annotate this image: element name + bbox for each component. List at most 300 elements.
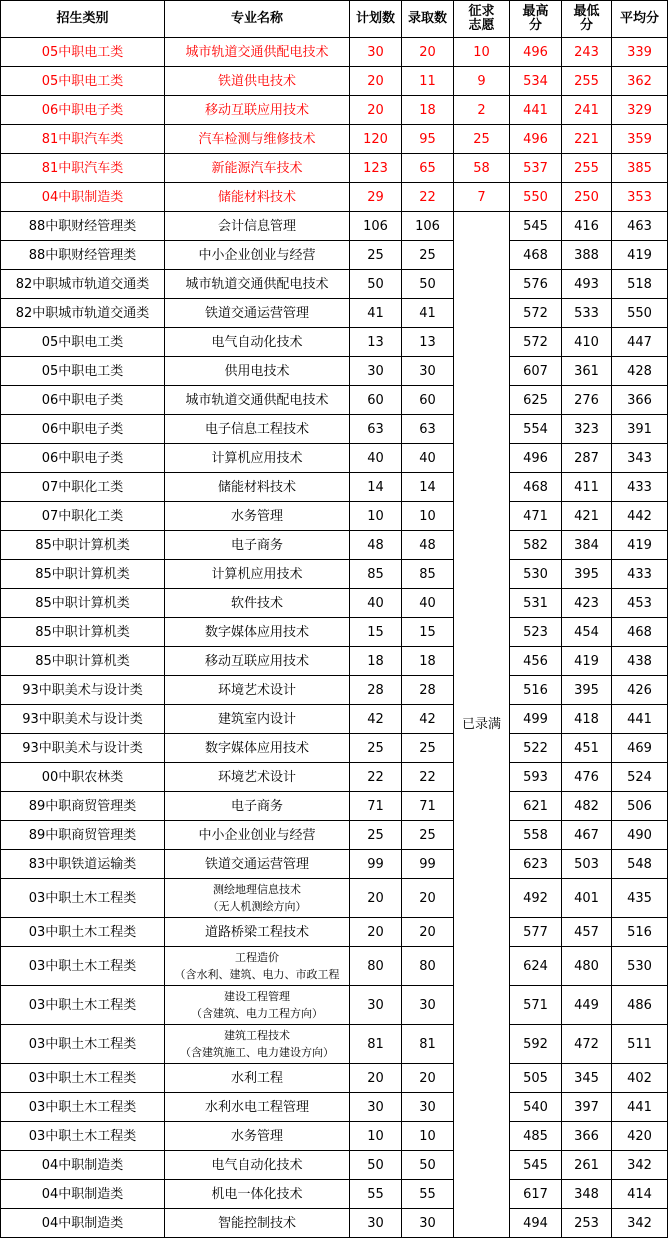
plan-cell: 50: [350, 1151, 402, 1180]
category-cell: 04中职制造类: [1, 1209, 165, 1238]
avg-cell: 402: [612, 1064, 668, 1093]
plan-cell: 42: [350, 705, 402, 734]
plan-cell: 25: [350, 241, 402, 270]
category-cell: 05中职电工类: [1, 38, 165, 67]
category-cell: 85中职计算机类: [1, 531, 165, 560]
category-cell: 00中职农林类: [1, 763, 165, 792]
min-cell: 457: [562, 918, 612, 947]
major-cell: 电子商务: [165, 792, 350, 821]
major-cell: 计算机应用技术: [165, 444, 350, 473]
admitted-cell: 95: [402, 125, 454, 154]
max-cell: 441: [510, 96, 562, 125]
table-row: [1, 357, 668, 386]
plan-cell: 50: [350, 270, 402, 299]
avg-cell: 524: [612, 763, 668, 792]
table-row: [1, 918, 668, 947]
header-solicit-text: 征求志愿: [468, 4, 495, 33]
min-cell: 411: [562, 473, 612, 502]
avg-cell: 419: [612, 531, 668, 560]
header-admitted: 录取数: [402, 1, 454, 38]
header-plan: 计划数: [350, 1, 402, 38]
table-row: [1, 415, 668, 444]
avg-cell: 506: [612, 792, 668, 821]
table-body: [1, 38, 668, 1238]
table-row: [1, 154, 668, 183]
table-row: [1, 821, 668, 850]
admitted-cell: 30: [402, 1093, 454, 1122]
major-cell: 数字媒体应用技术: [165, 734, 350, 763]
avg-cell: 420: [612, 1122, 668, 1151]
major-direction: （含建筑、电力工程方向）: [191, 1007, 323, 1020]
max-cell: 593: [510, 763, 562, 792]
header-max: [510, 1, 562, 38]
max-cell: 550: [510, 183, 562, 212]
category-cell: 03中职土木工程类: [1, 947, 165, 986]
min-cell: 418: [562, 705, 612, 734]
plan-cell: 55: [350, 1180, 402, 1209]
table-row: [1, 299, 668, 328]
header-category: 招生类别: [1, 1, 165, 38]
max-cell: 558: [510, 821, 562, 850]
avg-cell: 428: [612, 357, 668, 386]
major-cell: [165, 986, 350, 1025]
plan-cell: 10: [350, 1122, 402, 1151]
table-row: [1, 241, 668, 270]
admitted-cell: 85: [402, 560, 454, 589]
plan-cell: 30: [350, 1209, 402, 1238]
major-cell: 环境艺术设计: [165, 676, 350, 705]
category-cell: 03中职土木工程类: [1, 918, 165, 947]
admitted-cell: 25: [402, 241, 454, 270]
avg-cell: 468: [612, 618, 668, 647]
plan-cell: 123: [350, 154, 402, 183]
plan-cell: 48: [350, 531, 402, 560]
category-cell: 83中职铁道运输类: [1, 850, 165, 879]
table-row: [1, 502, 668, 531]
max-cell: 576: [510, 270, 562, 299]
admitted-cell: 41: [402, 299, 454, 328]
avg-cell: 453: [612, 589, 668, 618]
category-cell: 06中职电子类: [1, 415, 165, 444]
table-row: [1, 647, 668, 676]
category-cell: 06中职电子类: [1, 386, 165, 415]
plan-cell: 14: [350, 473, 402, 502]
table-row: [1, 1064, 668, 1093]
plan-cell: 40: [350, 589, 402, 618]
category-cell: 04中职制造类: [1, 1151, 165, 1180]
major-cell: 电气自动化技术: [165, 328, 350, 357]
avg-cell: 516: [612, 918, 668, 947]
table-row: [1, 792, 668, 821]
max-cell: 534: [510, 67, 562, 96]
avg-cell: 511: [612, 1025, 668, 1064]
header-max-text: 最高分: [522, 4, 549, 33]
admitted-cell: 25: [402, 734, 454, 763]
avg-cell: 359: [612, 125, 668, 154]
major-cell: 新能源汽车技术: [165, 154, 350, 183]
avg-cell: 342: [612, 1151, 668, 1180]
solicit-cell: 9: [454, 67, 510, 96]
category-cell: 81中职汽车类: [1, 125, 165, 154]
max-cell: 607: [510, 357, 562, 386]
admitted-cell: 10: [402, 1122, 454, 1151]
admitted-cell: 10: [402, 502, 454, 531]
table-row: [1, 676, 668, 705]
major-cell: 水务管理: [165, 1122, 350, 1151]
table-row: [1, 96, 668, 125]
min-cell: 451: [562, 734, 612, 763]
avg-cell: 329: [612, 96, 668, 125]
table-row: [1, 734, 668, 763]
avg-cell: 366: [612, 386, 668, 415]
avg-cell: 548: [612, 850, 668, 879]
table-row: [1, 212, 668, 241]
category-cell: 04中职制造类: [1, 183, 165, 212]
admitted-cell: 99: [402, 850, 454, 879]
table-row: [1, 947, 668, 986]
table-row: [1, 38, 668, 67]
plan-cell: 20: [350, 67, 402, 96]
max-cell: 572: [510, 328, 562, 357]
max-cell: 572: [510, 299, 562, 328]
table-row: [1, 560, 668, 589]
plan-cell: 63: [350, 415, 402, 444]
admitted-cell: 40: [402, 589, 454, 618]
major-cell: 供用电技术: [165, 357, 350, 386]
plan-cell: 41: [350, 299, 402, 328]
major-name: 建设工程管理: [224, 990, 290, 1003]
avg-cell: 469: [612, 734, 668, 763]
admitted-cell: 40: [402, 444, 454, 473]
max-cell: 571: [510, 986, 562, 1025]
major-cell: 储能材料技术: [165, 183, 350, 212]
solicit-cell: 7: [454, 183, 510, 212]
max-cell: 471: [510, 502, 562, 531]
admitted-cell: 30: [402, 357, 454, 386]
category-cell: 06中职电子类: [1, 96, 165, 125]
avg-cell: 441: [612, 1093, 668, 1122]
category-cell: 03中职土木工程类: [1, 1064, 165, 1093]
admitted-cell: 18: [402, 647, 454, 676]
plan-cell: 71: [350, 792, 402, 821]
max-cell: 577: [510, 918, 562, 947]
plan-cell: 20: [350, 918, 402, 947]
min-cell: 255: [562, 67, 612, 96]
min-cell: 253: [562, 1209, 612, 1238]
admitted-cell: 65: [402, 154, 454, 183]
table-row: [1, 531, 668, 560]
major-direction: （含水利、建筑、电力、市政工程: [174, 968, 340, 981]
max-cell: 540: [510, 1093, 562, 1122]
plan-cell: 15: [350, 618, 402, 647]
avg-cell: 490: [612, 821, 668, 850]
admitted-cell: 42: [402, 705, 454, 734]
avg-cell: 342: [612, 1209, 668, 1238]
min-cell: 410: [562, 328, 612, 357]
plan-cell: 30: [350, 986, 402, 1025]
plan-cell: 10: [350, 502, 402, 531]
min-cell: 323: [562, 415, 612, 444]
table-row: [1, 1209, 668, 1238]
category-cell: 85中职计算机类: [1, 647, 165, 676]
category-cell: 05中职电工类: [1, 328, 165, 357]
min-cell: 503: [562, 850, 612, 879]
min-cell: 467: [562, 821, 612, 850]
min-cell: 416: [562, 212, 612, 241]
category-cell: 85中职计算机类: [1, 589, 165, 618]
avg-cell: 486: [612, 986, 668, 1025]
max-cell: 623: [510, 850, 562, 879]
avg-cell: 447: [612, 328, 668, 357]
admitted-cell: 20: [402, 918, 454, 947]
admitted-cell: 48: [402, 531, 454, 560]
major-cell: 铁道交通运营管理: [165, 299, 350, 328]
category-cell: 93中职美术与设计类: [1, 734, 165, 763]
table-row: [1, 386, 668, 415]
major-cell: 数字媒体应用技术: [165, 618, 350, 647]
category-cell: 07中职化工类: [1, 502, 165, 531]
plan-cell: 40: [350, 444, 402, 473]
category-cell: 85中职计算机类: [1, 618, 165, 647]
table-row: [1, 67, 668, 96]
table-row: [1, 850, 668, 879]
table-row: [1, 183, 668, 212]
category-cell: 89中职商贸管理类: [1, 821, 165, 850]
category-cell: 03中职土木工程类: [1, 1122, 165, 1151]
major-name: 测绘地理信息技术: [213, 883, 301, 896]
major-cell: 中小企业创业与经营: [165, 821, 350, 850]
admitted-cell: 20: [402, 38, 454, 67]
max-cell: 545: [510, 212, 562, 241]
admitted-cell: 60: [402, 386, 454, 415]
category-cell: 03中职土木工程类: [1, 986, 165, 1025]
category-cell: 03中职土木工程类: [1, 879, 165, 918]
min-cell: 243: [562, 38, 612, 67]
major-cell: 建筑室内设计: [165, 705, 350, 734]
admitted-cell: 14: [402, 473, 454, 502]
max-cell: 624: [510, 947, 562, 986]
avg-cell: 419: [612, 241, 668, 270]
min-cell: 250: [562, 183, 612, 212]
major-name: 建筑工程技术: [224, 1029, 290, 1042]
major-cell: 机电一体化技术: [165, 1180, 350, 1209]
major-cell: 水利工程: [165, 1064, 350, 1093]
avg-cell: 362: [612, 67, 668, 96]
admitted-cell: 11: [402, 67, 454, 96]
major-cell: 电气自动化技术: [165, 1151, 350, 1180]
table-row: [1, 125, 668, 154]
table-row: [1, 705, 668, 734]
min-cell: 533: [562, 299, 612, 328]
major-cell: [165, 1025, 350, 1064]
admitted-cell: 20: [402, 1064, 454, 1093]
category-cell: 93中职美术与设计类: [1, 705, 165, 734]
min-cell: 395: [562, 560, 612, 589]
major-cell: 道路桥梁工程技术: [165, 918, 350, 947]
solicit-cell: 10: [454, 38, 510, 67]
major-cell: 铁道交通运营管理: [165, 850, 350, 879]
admitted-cell: 18: [402, 96, 454, 125]
avg-cell: 550: [612, 299, 668, 328]
category-cell: 03中职土木工程类: [1, 1093, 165, 1122]
major-cell: 储能材料技术: [165, 473, 350, 502]
major-cell: 电子信息工程技术: [165, 415, 350, 444]
min-cell: 276: [562, 386, 612, 415]
plan-cell: 81: [350, 1025, 402, 1064]
major-cell: 城市轨道交通供配电技术: [165, 386, 350, 415]
table-row: [1, 1151, 668, 1180]
min-cell: 449: [562, 986, 612, 1025]
admitted-cell: 106: [402, 212, 454, 241]
category-cell: 05中职电工类: [1, 357, 165, 386]
admitted-cell: 28: [402, 676, 454, 705]
category-cell: 03中职土木工程类: [1, 1025, 165, 1064]
min-cell: 361: [562, 357, 612, 386]
avg-cell: 530: [612, 947, 668, 986]
plan-cell: 25: [350, 821, 402, 850]
min-cell: 388: [562, 241, 612, 270]
table-row: [1, 444, 668, 473]
plan-cell: 30: [350, 357, 402, 386]
min-cell: 395: [562, 676, 612, 705]
category-cell: 81中职汽车类: [1, 154, 165, 183]
admitted-cell: 71: [402, 792, 454, 821]
plan-cell: 60: [350, 386, 402, 415]
max-cell: 499: [510, 705, 562, 734]
major-cell: 电子商务: [165, 531, 350, 560]
table-row: [1, 1093, 668, 1122]
category-cell: 04中职制造类: [1, 1180, 165, 1209]
solicit-cell: 2: [454, 96, 510, 125]
max-cell: 496: [510, 444, 562, 473]
plan-cell: 18: [350, 647, 402, 676]
avg-cell: 441: [612, 705, 668, 734]
avg-cell: 343: [612, 444, 668, 473]
major-cell: 中小企业创业与经营: [165, 241, 350, 270]
admitted-cell: 30: [402, 1209, 454, 1238]
max-cell: 554: [510, 415, 562, 444]
max-cell: 617: [510, 1180, 562, 1209]
max-cell: 522: [510, 734, 562, 763]
major-cell: [165, 879, 350, 918]
header-row: [1, 1, 668, 38]
major-cell: 环境艺术设计: [165, 763, 350, 792]
max-cell: 530: [510, 560, 562, 589]
solicit-cell: 58: [454, 154, 510, 183]
max-cell: 468: [510, 241, 562, 270]
admitted-cell: 30: [402, 986, 454, 1025]
admitted-cell: 81: [402, 1025, 454, 1064]
avg-cell: 518: [612, 270, 668, 299]
table-row: [1, 986, 668, 1025]
min-cell: 421: [562, 502, 612, 531]
max-cell: 456: [510, 647, 562, 676]
min-cell: 345: [562, 1064, 612, 1093]
major-cell: 计算机应用技术: [165, 560, 350, 589]
header-avg: 平均分: [612, 1, 668, 38]
admitted-cell: 63: [402, 415, 454, 444]
major-cell: 移动互联应用技术: [165, 96, 350, 125]
min-cell: 476: [562, 763, 612, 792]
plan-cell: 20: [350, 879, 402, 918]
plan-cell: 28: [350, 676, 402, 705]
max-cell: 516: [510, 676, 562, 705]
min-cell: 397: [562, 1093, 612, 1122]
min-cell: 255: [562, 154, 612, 183]
min-cell: 366: [562, 1122, 612, 1151]
min-cell: 261: [562, 1151, 612, 1180]
table-row: [1, 1122, 668, 1151]
major-cell: 移动互联应用技术: [165, 647, 350, 676]
major-cell: 城市轨道交通供配电技术: [165, 270, 350, 299]
avg-cell: 414: [612, 1180, 668, 1209]
avg-cell: 442: [612, 502, 668, 531]
solicit-cell: 25: [454, 125, 510, 154]
major-cell: 铁道供电技术: [165, 67, 350, 96]
category-cell: 82中职城市轨道交通类: [1, 270, 165, 299]
category-cell: 88中职财经管理类: [1, 241, 165, 270]
min-cell: 480: [562, 947, 612, 986]
plan-cell: 30: [350, 1093, 402, 1122]
table-row: [1, 618, 668, 647]
major-cell: 汽车检测与维修技术: [165, 125, 350, 154]
table-row: [1, 1180, 668, 1209]
admitted-cell: 55: [402, 1180, 454, 1209]
max-cell: 496: [510, 125, 562, 154]
table-row: [1, 328, 668, 357]
plan-cell: 85: [350, 560, 402, 589]
plan-cell: 20: [350, 96, 402, 125]
category-cell: 89中职商贸管理类: [1, 792, 165, 821]
min-cell: 348: [562, 1180, 612, 1209]
min-cell: 472: [562, 1025, 612, 1064]
avg-cell: 426: [612, 676, 668, 705]
avg-cell: 353: [612, 183, 668, 212]
header-min-text: 最低分: [573, 4, 600, 33]
major-cell: 水利水电工程管理: [165, 1093, 350, 1122]
table-row: [1, 589, 668, 618]
major-cell: 软件技术: [165, 589, 350, 618]
max-cell: 537: [510, 154, 562, 183]
min-cell: 221: [562, 125, 612, 154]
max-cell: 492: [510, 879, 562, 918]
table-row: [1, 1025, 668, 1064]
max-cell: 505: [510, 1064, 562, 1093]
table-row: [1, 763, 668, 792]
category-cell: 07中职化工类: [1, 473, 165, 502]
admitted-cell: 15: [402, 618, 454, 647]
category-cell: 06中职电子类: [1, 444, 165, 473]
admitted-cell: 80: [402, 947, 454, 986]
admitted-cell: 25: [402, 821, 454, 850]
admitted-cell: 22: [402, 763, 454, 792]
major-cell: 城市轨道交通供配电技术: [165, 38, 350, 67]
category-cell: 82中职城市轨道交通类: [1, 299, 165, 328]
major-name: 工程造价: [235, 951, 279, 964]
plan-cell: 20: [350, 1064, 402, 1093]
plan-cell: 13: [350, 328, 402, 357]
major-cell: [165, 947, 350, 986]
max-cell: 494: [510, 1209, 562, 1238]
category-cell: 93中职美术与设计类: [1, 676, 165, 705]
min-cell: 454: [562, 618, 612, 647]
admitted-cell: 20: [402, 879, 454, 918]
avg-cell: 339: [612, 38, 668, 67]
header-min: [562, 1, 612, 38]
min-cell: 493: [562, 270, 612, 299]
min-cell: 287: [562, 444, 612, 473]
plan-cell: 80: [350, 947, 402, 986]
